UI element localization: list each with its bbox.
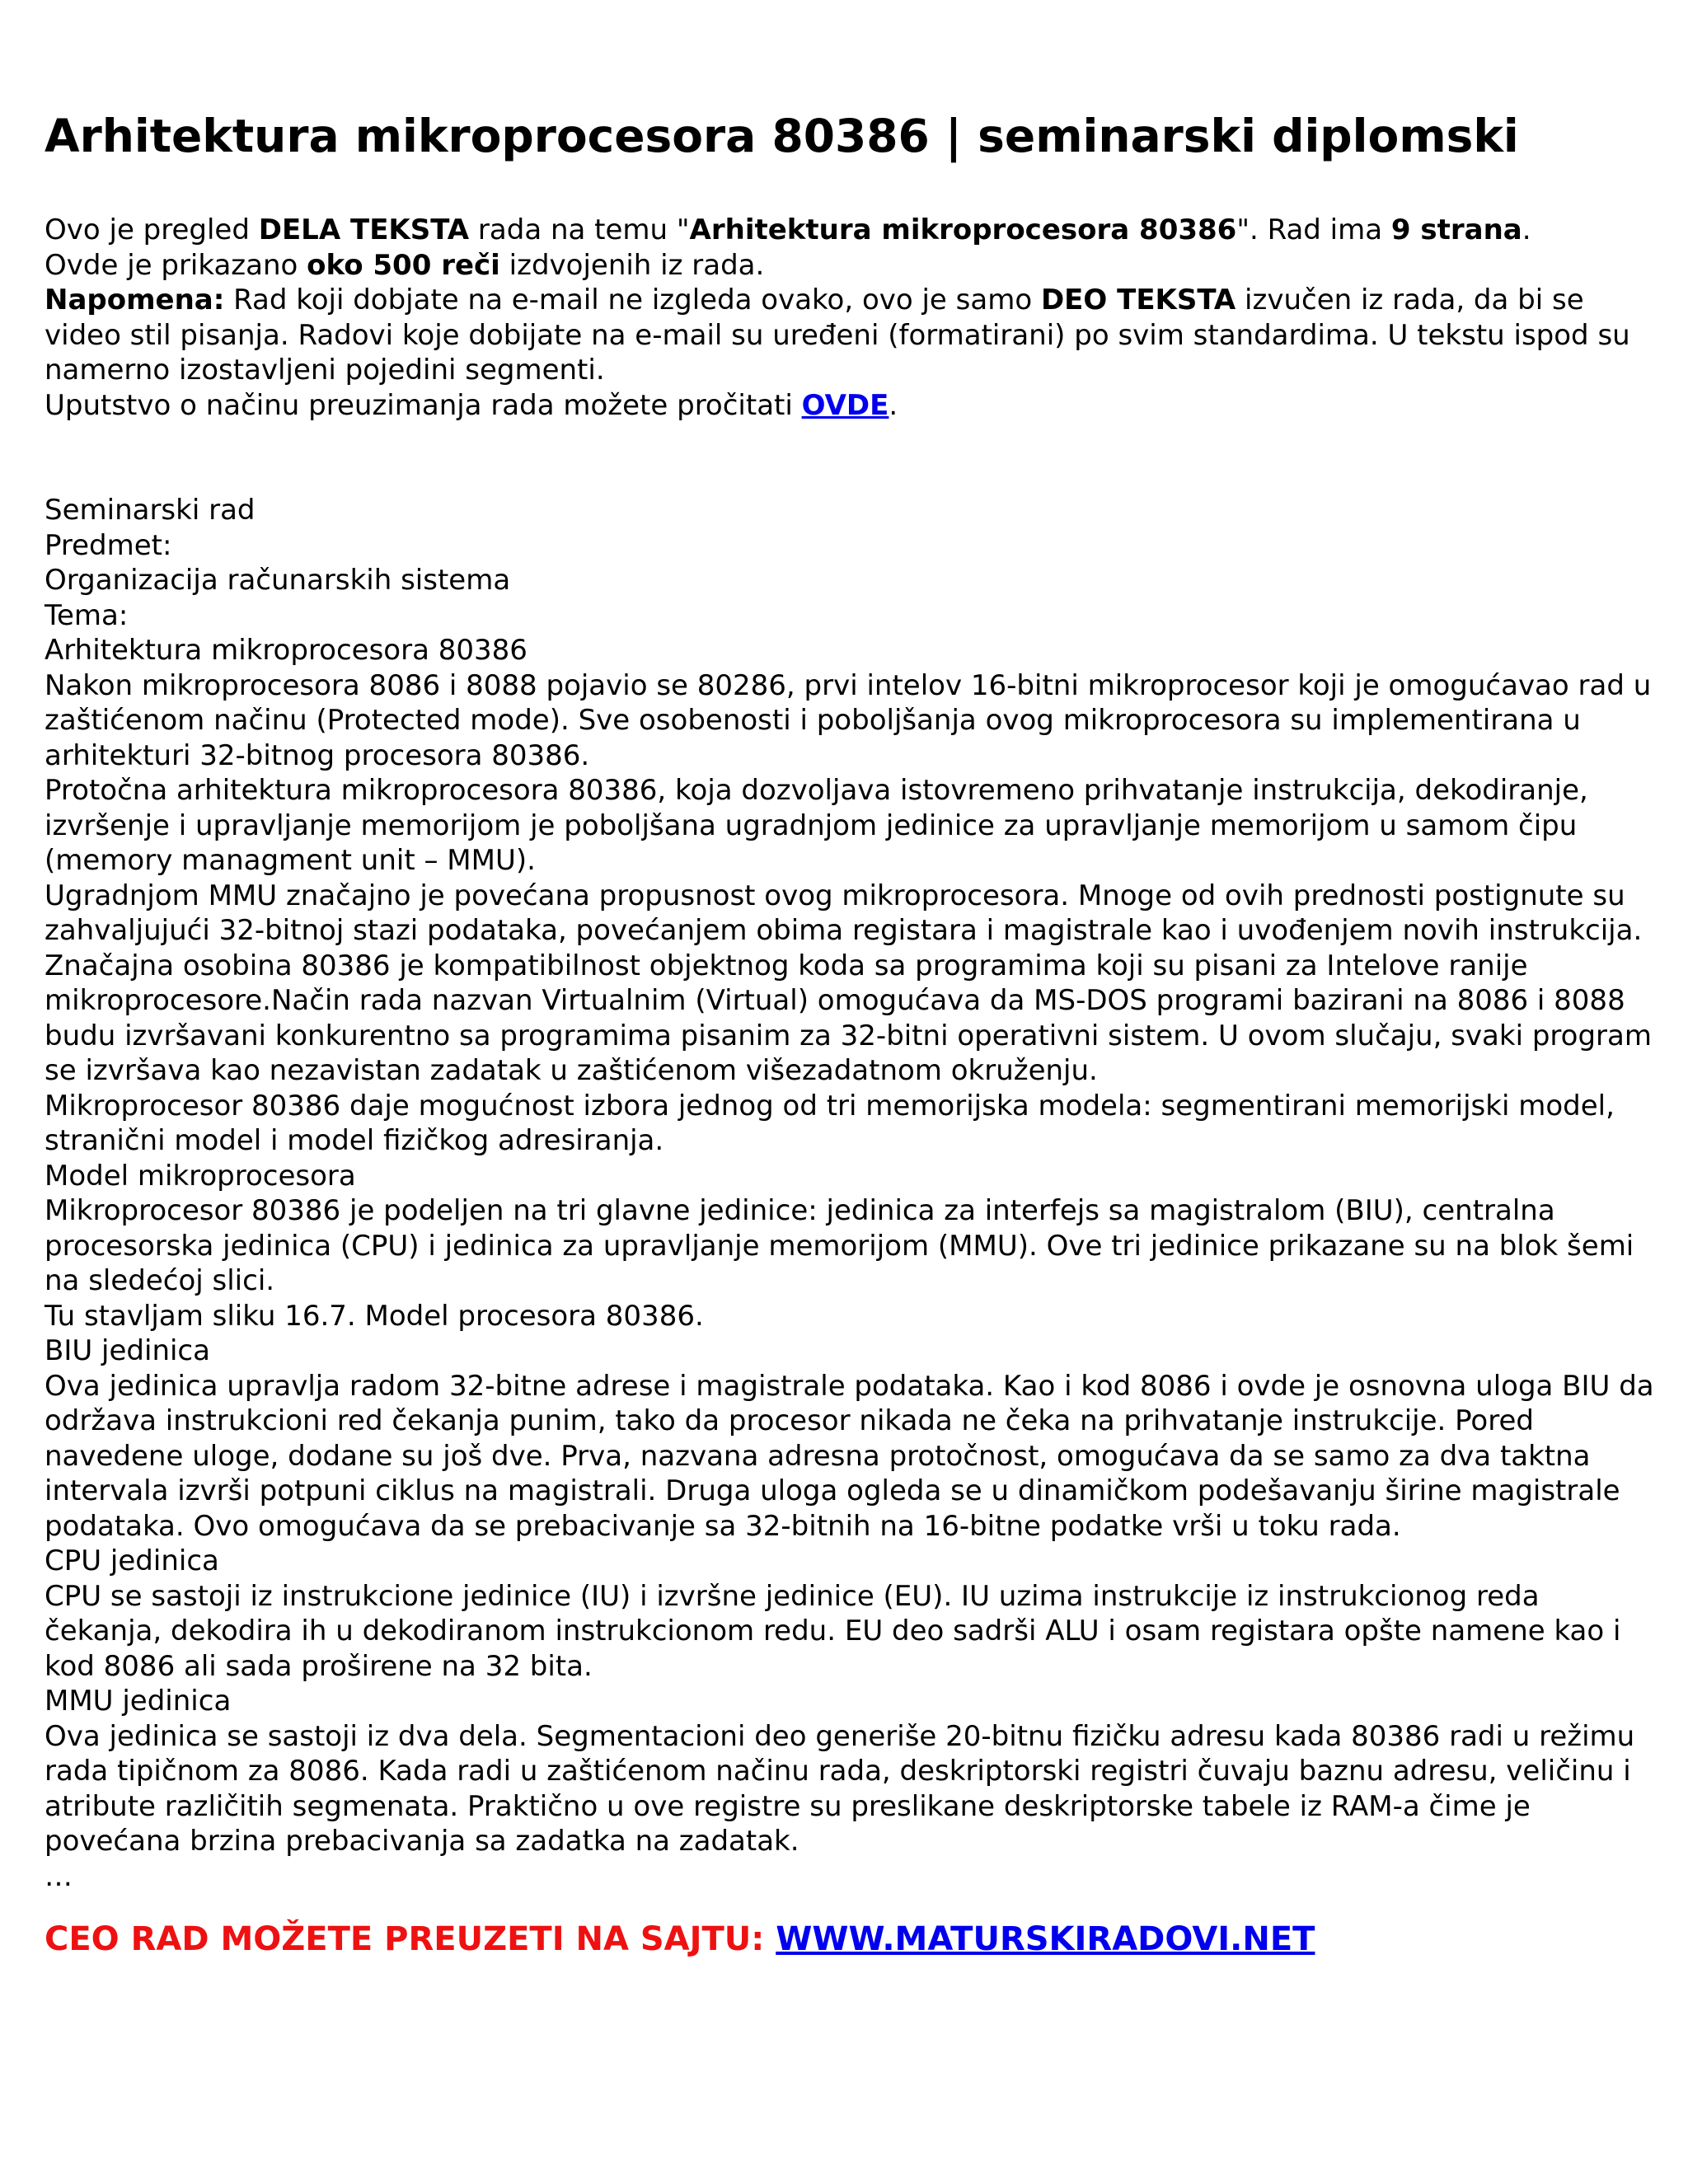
body-paragraph: CPU se sastoji iz instrukcione jedinice (IU) i izvršne jedinice (EU). IU uzima instrukcije iz instrukcionog reda čekanja, dekodira ih u dekodiranom instrukcionom redu. EU deo sadrši ALU i osam registara opšte namene kao i kod 8086 ali sada proširene na 32 bita. [45, 1579, 1621, 1683]
instructions-link[interactable]: OVDE [801, 388, 889, 422]
note-label: Napomena: [45, 284, 225, 316]
intro-word-count: oko 500 reči [307, 248, 500, 282]
page-title: Arhitektura mikroprocesora 80386 | seminarski diplomski [45, 110, 1519, 162]
site-link[interactable]: WWW.MATURSKIRADOVI.NET [776, 1920, 1315, 1958]
body-paragraph: Seminarski rad [45, 494, 256, 527]
intro-line [45, 213, 1655, 248]
intro-page-count: 9 strana [1390, 213, 1522, 246]
intro-text: Rad koji dobjate na e-mail ne izgleda ovako, ovo je samo [224, 284, 1041, 316]
body-paragraph: Predmet: [45, 528, 172, 562]
body-paragraph: Arhitektura mikroprocesora 80386 [45, 634, 528, 667]
intro-text: . [889, 388, 898, 422]
intro-text: izvučen iz rada, da bi se video stil pisanja. Radovi koje dobijate na e-mail su uređeni (formatirani) po svim standardima. U tekstu ispod su namerno izostavljeni pojedini segmenti. [45, 284, 1630, 387]
intro-bold: DEO TEKSTA [1040, 284, 1236, 316]
intro-text: ". Rad ima [1236, 213, 1391, 246]
section-heading: BIU jedinica [45, 1334, 210, 1367]
body-paragraph: Tema: [45, 598, 129, 632]
intro-line [45, 248, 1655, 284]
body-paragraph: Organizacija računarskih sistema [45, 564, 511, 597]
body-paragraph: Tu stavljam sliku 16.7. Model procesora 80386. [45, 1299, 704, 1333]
intro-text: Uputstvo o načinu preuzimanja rada možete pročitati [45, 388, 802, 422]
intro-text: Ovo je pregled [45, 213, 259, 246]
body-paragraph: Značajna osobina 80386 je kompatibilnost objektnog koda sa programima koji su pisani za Intelove ranije mikroprocesore.Način rada nazvan Virtualnim (Virtual) omogućava da MS-DOS programi bazirani na 8086 i 8088 budu izvršavani konkurentno sa programima pisanim za 32-bitni operativni sistem. U ovom slučaju, svaki program se izvršava kao nezavistan zadatak u zaštićenom višezadatnom okruženju. [45, 949, 1652, 1087]
body-paragraph: Ugradnjom MMU značajno je povećana propusnost ovog mikroprocesora. Mnoge od ovih prednosti postignute su zahvaljujući 32-bitnoj stazi podataka, povećanjem obima registara i magistrale kao i uvođenjem novih instrukcija. [45, 879, 1643, 947]
intro-text: . [1522, 213, 1531, 246]
intro-note [45, 283, 1655, 388]
intro-topic: Arhitektura mikroprocesora 80386 [689, 213, 1237, 246]
ellipsis: … [45, 1859, 73, 1893]
body-paragraph: Protočna arhitektura mikroprocesora 80386, koja dozvoljava istovremeno prihvatanje instrukcija, dekodiranje, izvršenje i upravljanje memorijom je poboljšana ugradnjom jedinice za upravljanje memorijom u samom čipu (memory managment unit – MMU). [45, 774, 1588, 877]
body-paragraph: Ova jedinica se sastoji iz dva dela. Segmentacioni deo generiše 20-bitnu fizičku adresu kada 80386 radi u režimu rada tipičnom za 8086. Kada radi u zaštićenom načinu rada, deskriptorski registri čuvaju baznu adresu, veličinu i atribute različitih segmenata. Praktično u ove registre su preslikane deskriptorske tabele iz RAM-a čime je povećana brzina prebacivanja sa zadatka na zadatak. [45, 1719, 1635, 1858]
intro-text: izdvojenih iz rada. [499, 248, 765, 282]
intro-bold: DELA TEKSTA [258, 213, 470, 246]
body-paragraph: Mikroprocesor 80386 je podeljen na tri glavne jedinice: jedinica za interfejs sa magistralom (BIU), centralna procesorska jedinica (CPU) i jedinica za upravljanje memorijom (MMU). Ove tri jedinice prikazane su na blok šemi na sledećoj slici. [45, 1194, 1634, 1297]
section-heading: Model mikroprocesora [45, 1159, 356, 1193]
body-paragraph: Ova jedinica upravlja radom 32-bitne adrese i magistrale podataka. Kao i kod 8086 i ovde je osnovna uloga BIU da održava instrukcioni red čekanja punim, tako da procesor nikada ne čeka na prihvatanje instrukcije. Pored navedene uloge, dodane su još dve. Prva, nazvana adresna protočnost, omogućava da se samo za dva taktna intervala izvrši potpuni ciklus na magistrali. Druga uloga ogleda se u dinamičkom podešavanju širine magistrale podataka. Ovo omogućava da se prebacivanje sa 32-bitnih na 16-bitne podatke vrši u toku rada. [45, 1369, 1654, 1543]
section-heading: CPU jedinica [45, 1544, 219, 1577]
intro-instructions [45, 388, 1655, 424]
intro-text: rada na temu " [469, 213, 690, 246]
document-body [45, 493, 1655, 1894]
cta-text: CEO RAD MOŽETE PREUZETI NA SAJTU: [45, 1920, 776, 1958]
section-heading: MMU jedinica [45, 1685, 232, 1718]
body-paragraph: Mikroprocesor 80386 daje mogućnost izbora jednog od tri memorijska modela: segmentirani memorijski model, stranični model i model fizičkog adresiranja. [45, 1089, 1615, 1157]
intro-block [45, 213, 1655, 423]
download-cta [45, 1919, 1655, 1960]
intro-text: Ovde je prikazano [45, 248, 307, 282]
body-paragraph: Nakon mikroprocesora 8086 i 8088 pojavio se 80286, prvi intelov 16-bitni mikroprocesor koji je omogućavao rad u zaštićenom načinu (Protected mode). Sve osobenosti i poboljšanja ovog mikroprocesora su implementirana u arhitekturi 32-bitnog procesora 80386. [45, 668, 1652, 772]
spacer [45, 423, 1655, 493]
